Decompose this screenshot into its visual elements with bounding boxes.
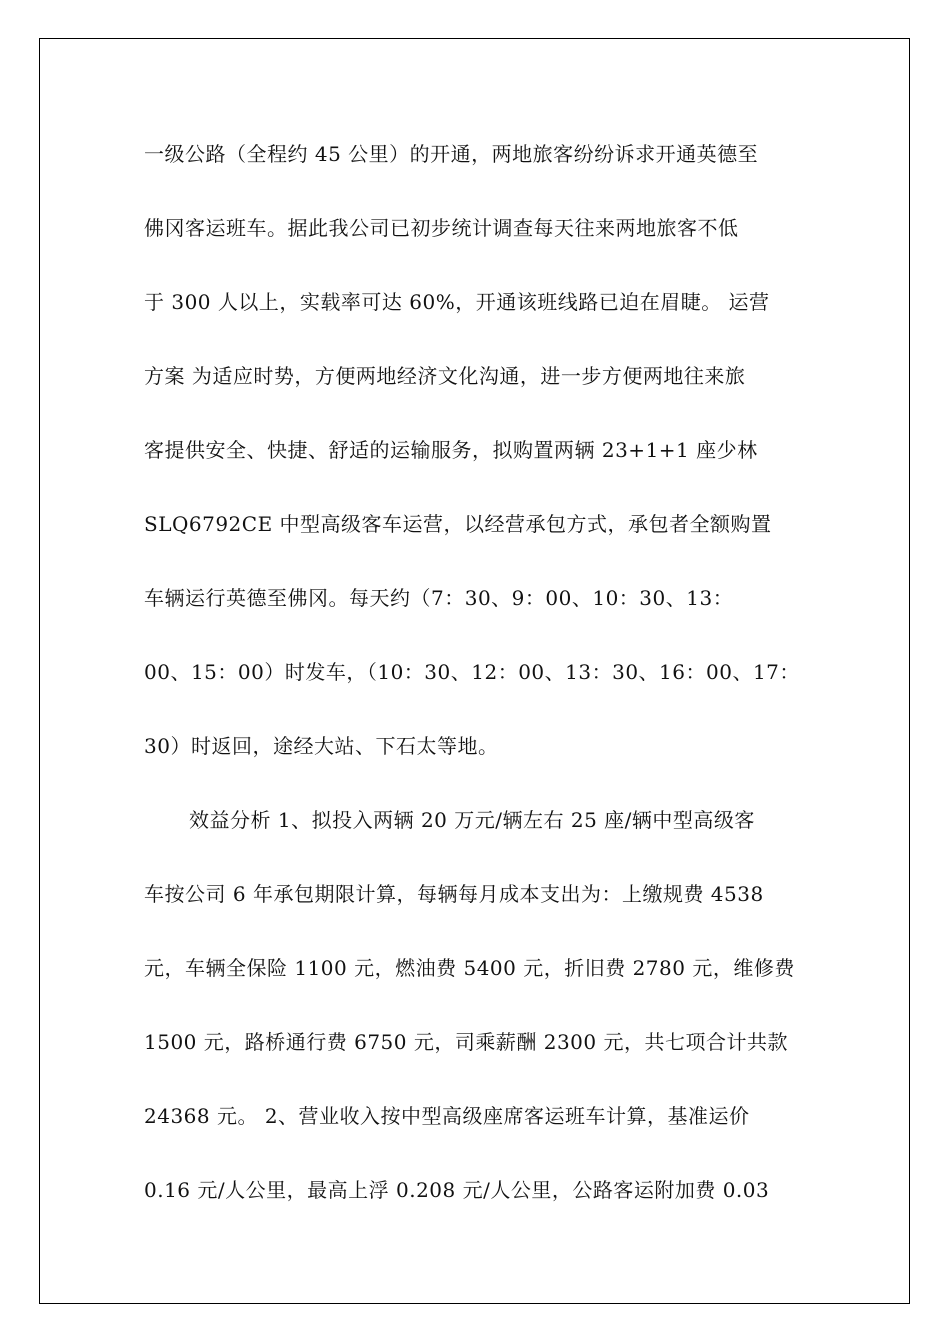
paragraph-start-line: 效益分析 1、拟投入两辆 20 万元/辆左右 25 座/辆中型高级客 xyxy=(189,808,755,832)
text-line: 一级公路（全程约 45 公里）的开通，两地旅客纷纷诉求开通英德至 xyxy=(144,142,759,166)
text-line: 于 300 人以上，实载率可达 60%，开通该班线路已迫在眉睫。 运营 xyxy=(144,290,770,314)
text-line: 0.16 元/人公里，最高上浮 0.208 元/人公里，公路客运附加费 0.03 xyxy=(144,1178,770,1202)
text-line: 24368 元。 2、营业收入按中型高级座席客运班车计算，基准运价 xyxy=(144,1104,750,1128)
text-line: 客提供安全、快捷、舒适的运输服务，拟购置两辆 23+1+1 座少林 xyxy=(144,438,758,462)
text-line: 佛冈客运班车。据此我公司已初步统计调查每天往来两地旅客不低 xyxy=(144,216,739,240)
text-line: 元，车辆全保险 1100 元，燃油费 5400 元，折旧费 2780 元，维修费 xyxy=(144,956,795,980)
text-line: 方案 为适应时势，方便两地经济文化沟通，进一步方便两地往来旅 xyxy=(144,364,746,388)
text-line: 00、15：00）时发车，（10：30、12：00、13：30、16：00、17： xyxy=(144,660,800,684)
text-line: SLQ6792CE 中型高级客车运营，以经营承包方式，承包者全额购置 xyxy=(144,512,772,536)
text-line: 车辆运行英德至佛冈。每天约（7：30、9：00、10：30、13： xyxy=(144,586,734,610)
text-line: 30）时返回，途经大站、下石太等地。 xyxy=(144,734,499,758)
text-line: 1500 元，路桥通行费 6750 元，司乘薪酬 2300 元，共七项合计共款 xyxy=(144,1030,788,1054)
text-line: 车按公司 6 年承包期限计算，每辆每月成本支出为：上缴规费 4538 xyxy=(144,882,764,906)
document-body xyxy=(144,132,824,1242)
